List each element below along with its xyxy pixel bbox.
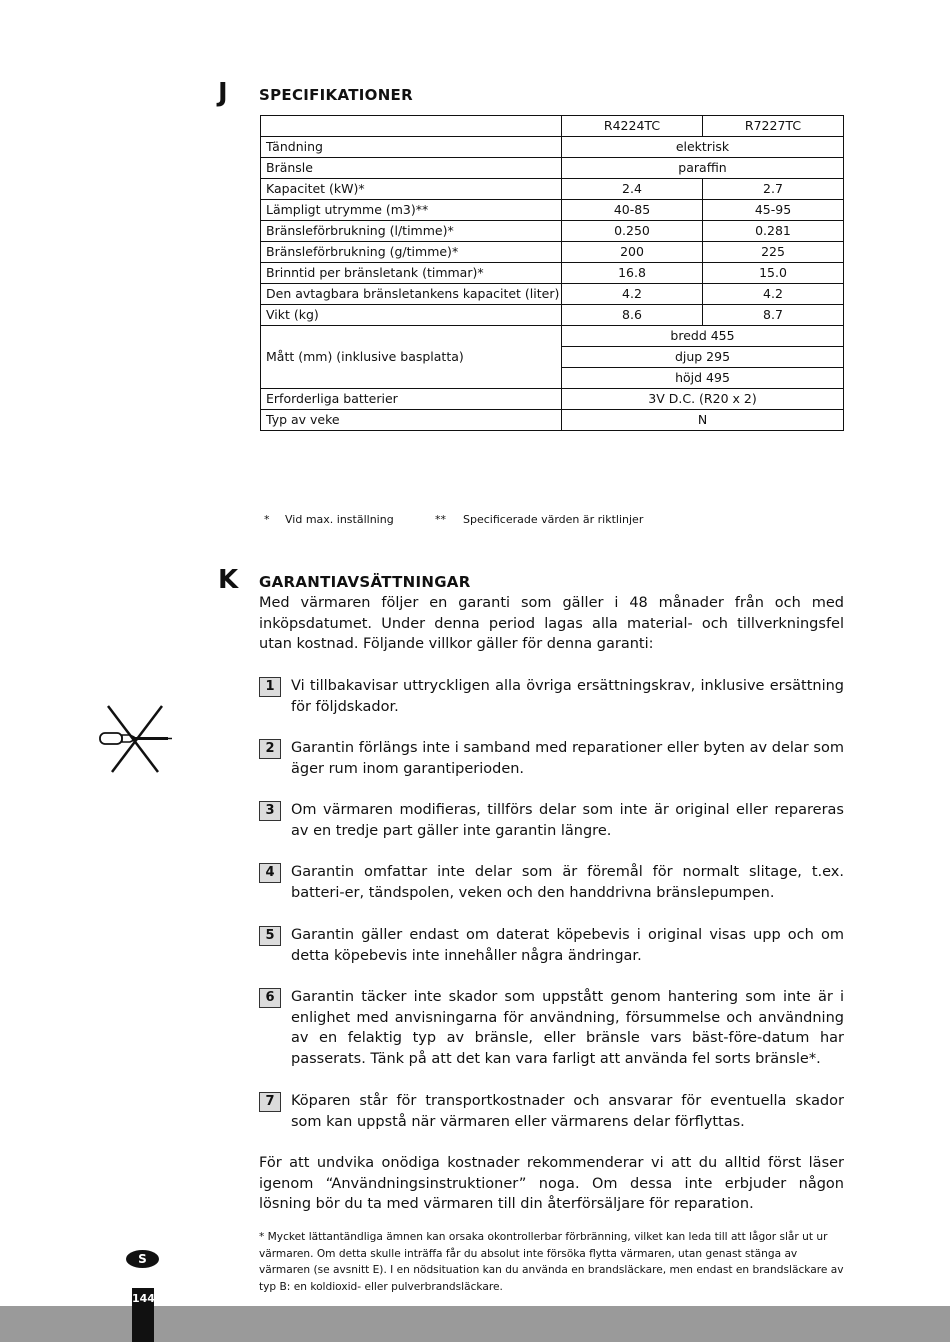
spec-label: Tändning <box>261 137 562 158</box>
section-k-title: GARANTIAVSÄTTNINGAR <box>259 573 471 591</box>
warranty-item-text: Garantin omfattar inte delar som är föremål för normalt slitage, t.ex. batteri-er, tändspolen, veken och den handdrivna bränslepumpen. <box>291 864 844 901</box>
spec-value-a: 40-85 <box>562 200 703 221</box>
spec-value-b: 0.281 <box>703 221 844 242</box>
fuel-footnote: * Mycket lättantändliga ämnen kan orsaka okontrollerbar förbränning, vilket kan leda till att lågor slår ut ur värmaren. Om detta skulle inträffa får du absolut inte försöka flytta värmaren, utan genast stänga av värmaren (se avsnitt E). I en nödsituation kan du använda en brandsläckare, men endast en brandsläckare av typ B: en koldioxid- eller pulverbrandsläckare. <box>259 1231 844 1293</box>
spec-row-dimensions <box>261 326 844 347</box>
spec-value-b: 225 <box>703 242 844 263</box>
warranty-closing: För att undvika onödiga kostnader rekommenderar vi att du alltid först läser igenom “Användningsinstruktioner” noga. Om dessa inte erbjuder någon lösning bör du ta med värmaren till din återförsäljare för reparation. <box>259 1155 844 1213</box>
spec-row <box>261 284 844 305</box>
warranty-item <box>259 862 844 903</box>
warranty-item-text: Garantin gäller endast om daterat köpebevis i original visas upp och om detta köpebevis inte innehåller några ändringar. <box>291 927 844 964</box>
spec-value-a: 4.2 <box>562 284 703 305</box>
spec-value-a: 0.250 <box>562 221 703 242</box>
spec-model-a: R4224TC <box>562 116 703 137</box>
spec-header-empty <box>261 116 562 137</box>
language-badge: S <box>126 1250 159 1268</box>
spec-dimension-value: höjd 495 <box>562 368 844 389</box>
spec-value-b: 45-95 <box>703 200 844 221</box>
spec-label: Kapacitet (kW)* <box>261 179 562 200</box>
spec-value-b: 2.7 <box>703 179 844 200</box>
spec-row <box>261 410 844 431</box>
spec-row <box>261 263 844 284</box>
spec-value-a: 200 <box>562 242 703 263</box>
spec-row <box>261 242 844 263</box>
spec-table <box>260 115 844 431</box>
spec-header-row <box>261 116 844 137</box>
warranty-item-text: Vi tillbakavisar uttryckligen alla övriga ersättningskrav, inklusive ersättning för följdskador. <box>291 678 844 715</box>
spec-row <box>261 179 844 200</box>
spec-label: Bränsle <box>261 158 562 179</box>
footnote-text-2: Specificerade värden är riktlinjer <box>463 513 644 526</box>
warranty-item-text: Garantin förlängs inte i samband med reparationer eller byten av delar som äger rum inom garantiperioden. <box>291 740 844 777</box>
footnote-text-1: Vid max. inställning <box>285 513 394 526</box>
spec-value-a: 8.6 <box>562 305 703 326</box>
spec-label: Bränsleförbrukning (l/timme)* <box>261 221 562 242</box>
warranty-item-number: 6 <box>259 988 281 1008</box>
spec-row <box>261 305 844 326</box>
spec-row <box>261 137 844 158</box>
warranty-item-number: 1 <box>259 677 281 697</box>
spec-value-b: 8.7 <box>703 305 844 326</box>
spec-value-b: 15.0 <box>703 263 844 284</box>
warranty-item-number: 4 <box>259 863 281 883</box>
warranty-item-text: Köparen står för transportkostnader och ansvarar för eventuella skador som kan uppstå när värmaren eller värmarens delar förflyttas. <box>291 1093 844 1130</box>
spec-label: Bränsleförbrukning (g/timme)* <box>261 242 562 263</box>
spec-label: Typ av veke <box>261 410 562 431</box>
warranty-item <box>259 738 844 779</box>
section-j-letter: J <box>218 78 228 108</box>
spec-label: Erforderliga batterier <box>261 389 562 410</box>
spec-label: Brinntid per bränsletank (timmar)* <box>261 263 562 284</box>
warranty-intro: Med värmaren följer en garanti som gäller i 48 månader från och med inköpsdatumet. Under denna period lagas alla material- och tillverkningsfel utan kostnad. Följande villkor gäller för denna garanti: <box>259 595 844 653</box>
spec-value-shared: N <box>562 410 844 431</box>
warranty-item <box>259 925 844 966</box>
spec-label: Vikt (kg) <box>261 305 562 326</box>
spec-label: Mått (mm) (inklusive basplatta) <box>261 326 562 389</box>
spec-dimension-value: bredd 455 <box>562 326 844 347</box>
spec-dimension-value: djup 295 <box>562 347 844 368</box>
warranty-item <box>259 987 844 1070</box>
warranty-item-number: 7 <box>259 1092 281 1112</box>
warranty-item <box>259 800 844 841</box>
warranty-item-number: 5 <box>259 926 281 946</box>
spec-value-shared: paraffin <box>562 158 844 179</box>
warranty-item-text: Om värmaren modifieras, tillförs delar som inte är original eller repareras av en tredje part gäller inte garantin längre. <box>291 802 844 839</box>
spec-row <box>261 158 844 179</box>
spec-value-a: 2.4 <box>562 179 703 200</box>
spec-row <box>261 389 844 410</box>
spec-value-b: 4.2 <box>703 284 844 305</box>
spec-label: Lämpligt utrymme (m3)** <box>261 200 562 221</box>
spec-value-shared: 3V D.C. (R20 x 2) <box>562 389 844 410</box>
warranty-item-number: 3 <box>259 801 281 821</box>
warranty-item-text: Garantin täcker inte skador som uppstått genom hantering som inte är i enlighet med anvisningarna för användning, försummelse och användning av en felaktig typ av bränsle, eller bränsle vars bäst-före-datum har passerats. Tänk på att det kan vara farligt att använda fel sorts bränsle*. <box>291 989 844 1068</box>
spec-value-shared: elektrisk <box>562 137 844 158</box>
section-k-letter: K <box>218 565 239 595</box>
page-number: 144 <box>132 1288 154 1342</box>
section-j-title: SPECIFIKATIONER <box>259 86 413 104</box>
spec-row <box>261 200 844 221</box>
spec-label: Den avtagbara bränsletankens kapacitet (liter) <box>261 284 562 305</box>
footnote-mark-2: ** <box>435 513 446 526</box>
warranty-item-number: 2 <box>259 739 281 759</box>
crossed-screwdriver-icon <box>96 700 176 778</box>
spec-value-a: 16.8 <box>562 263 703 284</box>
spec-model-b: R7227TC <box>703 116 844 137</box>
warranty-item <box>259 1091 844 1132</box>
footnote-mark-1: * <box>264 513 270 526</box>
spec-row <box>261 221 844 242</box>
warranty-item <box>259 676 844 717</box>
